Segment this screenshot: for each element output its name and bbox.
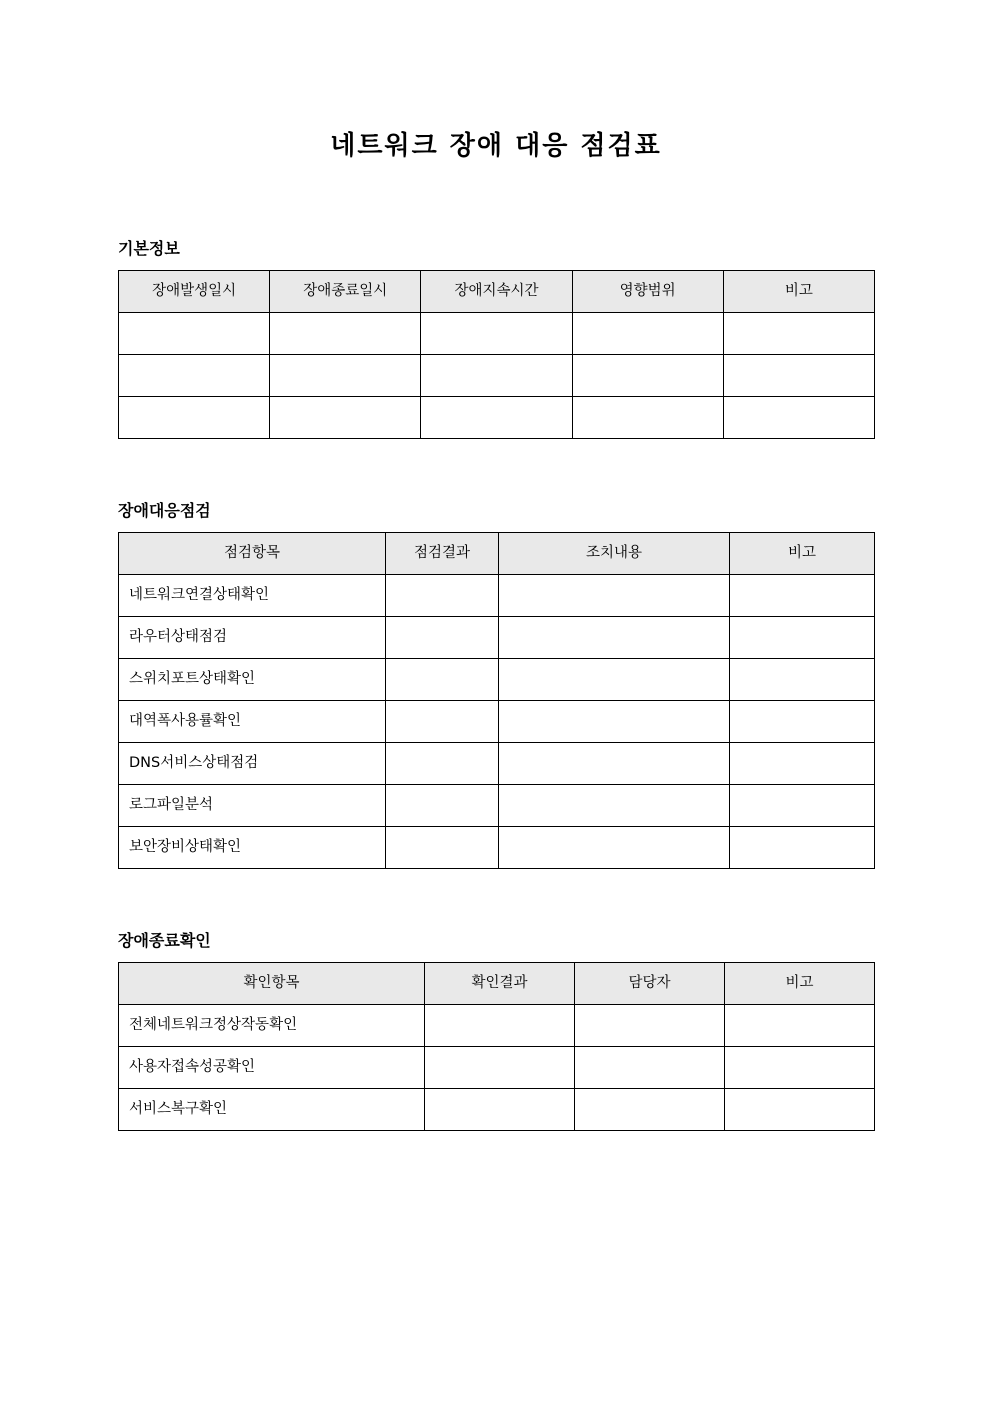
table-header-row	[119, 270, 875, 312]
cell-remarks[interactable]	[730, 574, 875, 616]
cell-remarks[interactable]	[730, 700, 875, 742]
cell-check-result[interactable]	[386, 616, 499, 658]
cell-owner[interactable]	[575, 1088, 725, 1130]
cell-confirm-result[interactable]	[425, 1004, 575, 1046]
cell-remarks[interactable]	[725, 1088, 875, 1130]
cell-remarks[interactable]	[730, 658, 875, 700]
cell-action-taken[interactable]	[499, 658, 730, 700]
table-response-check	[118, 532, 875, 869]
column-header-check-item: 점검항목	[119, 532, 386, 574]
cell-impact-scope[interactable]	[572, 396, 723, 438]
table-row	[119, 616, 875, 658]
column-header-impact-scope: 영향범위	[572, 270, 723, 312]
section-heading-basic-info: 기본정보	[118, 239, 180, 259]
cell-check-result[interactable]	[386, 574, 499, 616]
cell-check-result[interactable]	[386, 784, 499, 826]
table-row	[119, 1004, 875, 1046]
table-header-row	[119, 962, 875, 1004]
cell-action-taken[interactable]	[499, 784, 730, 826]
cell-remarks[interactable]	[723, 354, 874, 396]
cell-action-taken[interactable]	[499, 574, 730, 616]
table-row	[119, 354, 875, 396]
cell-check-result[interactable]	[386, 826, 499, 868]
column-header-action-taken: 조치내용	[499, 532, 730, 574]
column-header-remarks: 비고	[725, 962, 875, 1004]
cell-remarks[interactable]	[730, 826, 875, 868]
table-row	[119, 1046, 875, 1088]
cell-action-taken[interactable]	[499, 700, 730, 742]
cell-confirm-result[interactable]	[425, 1046, 575, 1088]
section-heading-response-check: 장애대응점검	[118, 500, 211, 520]
cell-remarks[interactable]	[730, 784, 875, 826]
cell-confirm-item: 전체네트워크정상작동확인	[119, 1004, 425, 1046]
cell-remarks[interactable]	[725, 1046, 875, 1088]
cell-check-result[interactable]	[386, 658, 499, 700]
cell-remarks[interactable]	[725, 1004, 875, 1046]
page-title: 네트워크 장애 대응 점검표	[330, 131, 662, 161]
table-row	[119, 700, 875, 742]
cell-incident-start[interactable]	[119, 354, 270, 396]
cell-confirm-item: 서비스복구확인	[119, 1088, 425, 1130]
cell-check-item: 보안장비상태확인	[119, 826, 386, 868]
column-header-incident-duration: 장애지속시간	[421, 270, 572, 312]
table-resolution-confirmation	[118, 962, 875, 1131]
cell-check-item: DNS서비스상태점검	[119, 742, 386, 784]
cell-incident-end[interactable]	[270, 312, 421, 354]
column-header-remarks: 비고	[730, 532, 875, 574]
cell-action-taken[interactable]	[499, 826, 730, 868]
cell-owner[interactable]	[575, 1046, 725, 1088]
column-header-confirm-result: 확인결과	[425, 962, 575, 1004]
section-heading-resolution-confirmation: 장애종료확인	[118, 930, 211, 950]
cell-check-result[interactable]	[386, 742, 499, 784]
cell-check-item: 대역폭사용률확인	[119, 700, 386, 742]
section-basic-info	[118, 162, 874, 439]
cell-check-item: 라우터상태점검	[119, 616, 386, 658]
cell-remarks[interactable]	[723, 312, 874, 354]
table-row	[119, 658, 875, 700]
cell-check-item: 네트워크연결상태확인	[119, 574, 386, 616]
section-response-check	[118, 439, 874, 869]
table-row	[119, 396, 875, 438]
cell-incident-end[interactable]	[270, 354, 421, 396]
cell-check-item: 로그파일분석	[119, 784, 386, 826]
table-header-row	[119, 532, 875, 574]
table-row	[119, 312, 875, 354]
table-row	[119, 574, 875, 616]
column-header-incident-start: 장애발생일시	[119, 270, 270, 312]
column-header-incident-end: 장애종료일시	[270, 270, 421, 312]
cell-incident-end[interactable]	[270, 396, 421, 438]
cell-incident-start[interactable]	[119, 396, 270, 438]
cell-remarks[interactable]	[723, 396, 874, 438]
cell-check-item: 스위치포트상태확인	[119, 658, 386, 700]
cell-confirm-item: 사용자접속성공확인	[119, 1046, 425, 1088]
cell-remarks[interactable]	[730, 742, 875, 784]
cell-remarks[interactable]	[730, 616, 875, 658]
cell-incident-duration[interactable]	[421, 396, 572, 438]
column-header-owner: 담당자	[575, 962, 725, 1004]
cell-action-taken[interactable]	[499, 616, 730, 658]
column-header-confirm-item: 확인항목	[119, 962, 425, 1004]
column-header-check-result: 점검결과	[386, 532, 499, 574]
table-row	[119, 784, 875, 826]
cell-confirm-result[interactable]	[425, 1088, 575, 1130]
table-row	[119, 1088, 875, 1130]
cell-owner[interactable]	[575, 1004, 725, 1046]
table-basic-info	[118, 270, 875, 439]
table-row	[119, 826, 875, 868]
cell-impact-scope[interactable]	[572, 312, 723, 354]
column-header-remarks: 비고	[723, 270, 874, 312]
cell-incident-start[interactable]	[119, 312, 270, 354]
cell-incident-duration[interactable]	[421, 312, 572, 354]
cell-incident-duration[interactable]	[421, 354, 572, 396]
cell-check-result[interactable]	[386, 700, 499, 742]
table-row	[119, 742, 875, 784]
cell-action-taken[interactable]	[499, 742, 730, 784]
cell-impact-scope[interactable]	[572, 354, 723, 396]
section-resolution-confirmation	[118, 869, 874, 1131]
